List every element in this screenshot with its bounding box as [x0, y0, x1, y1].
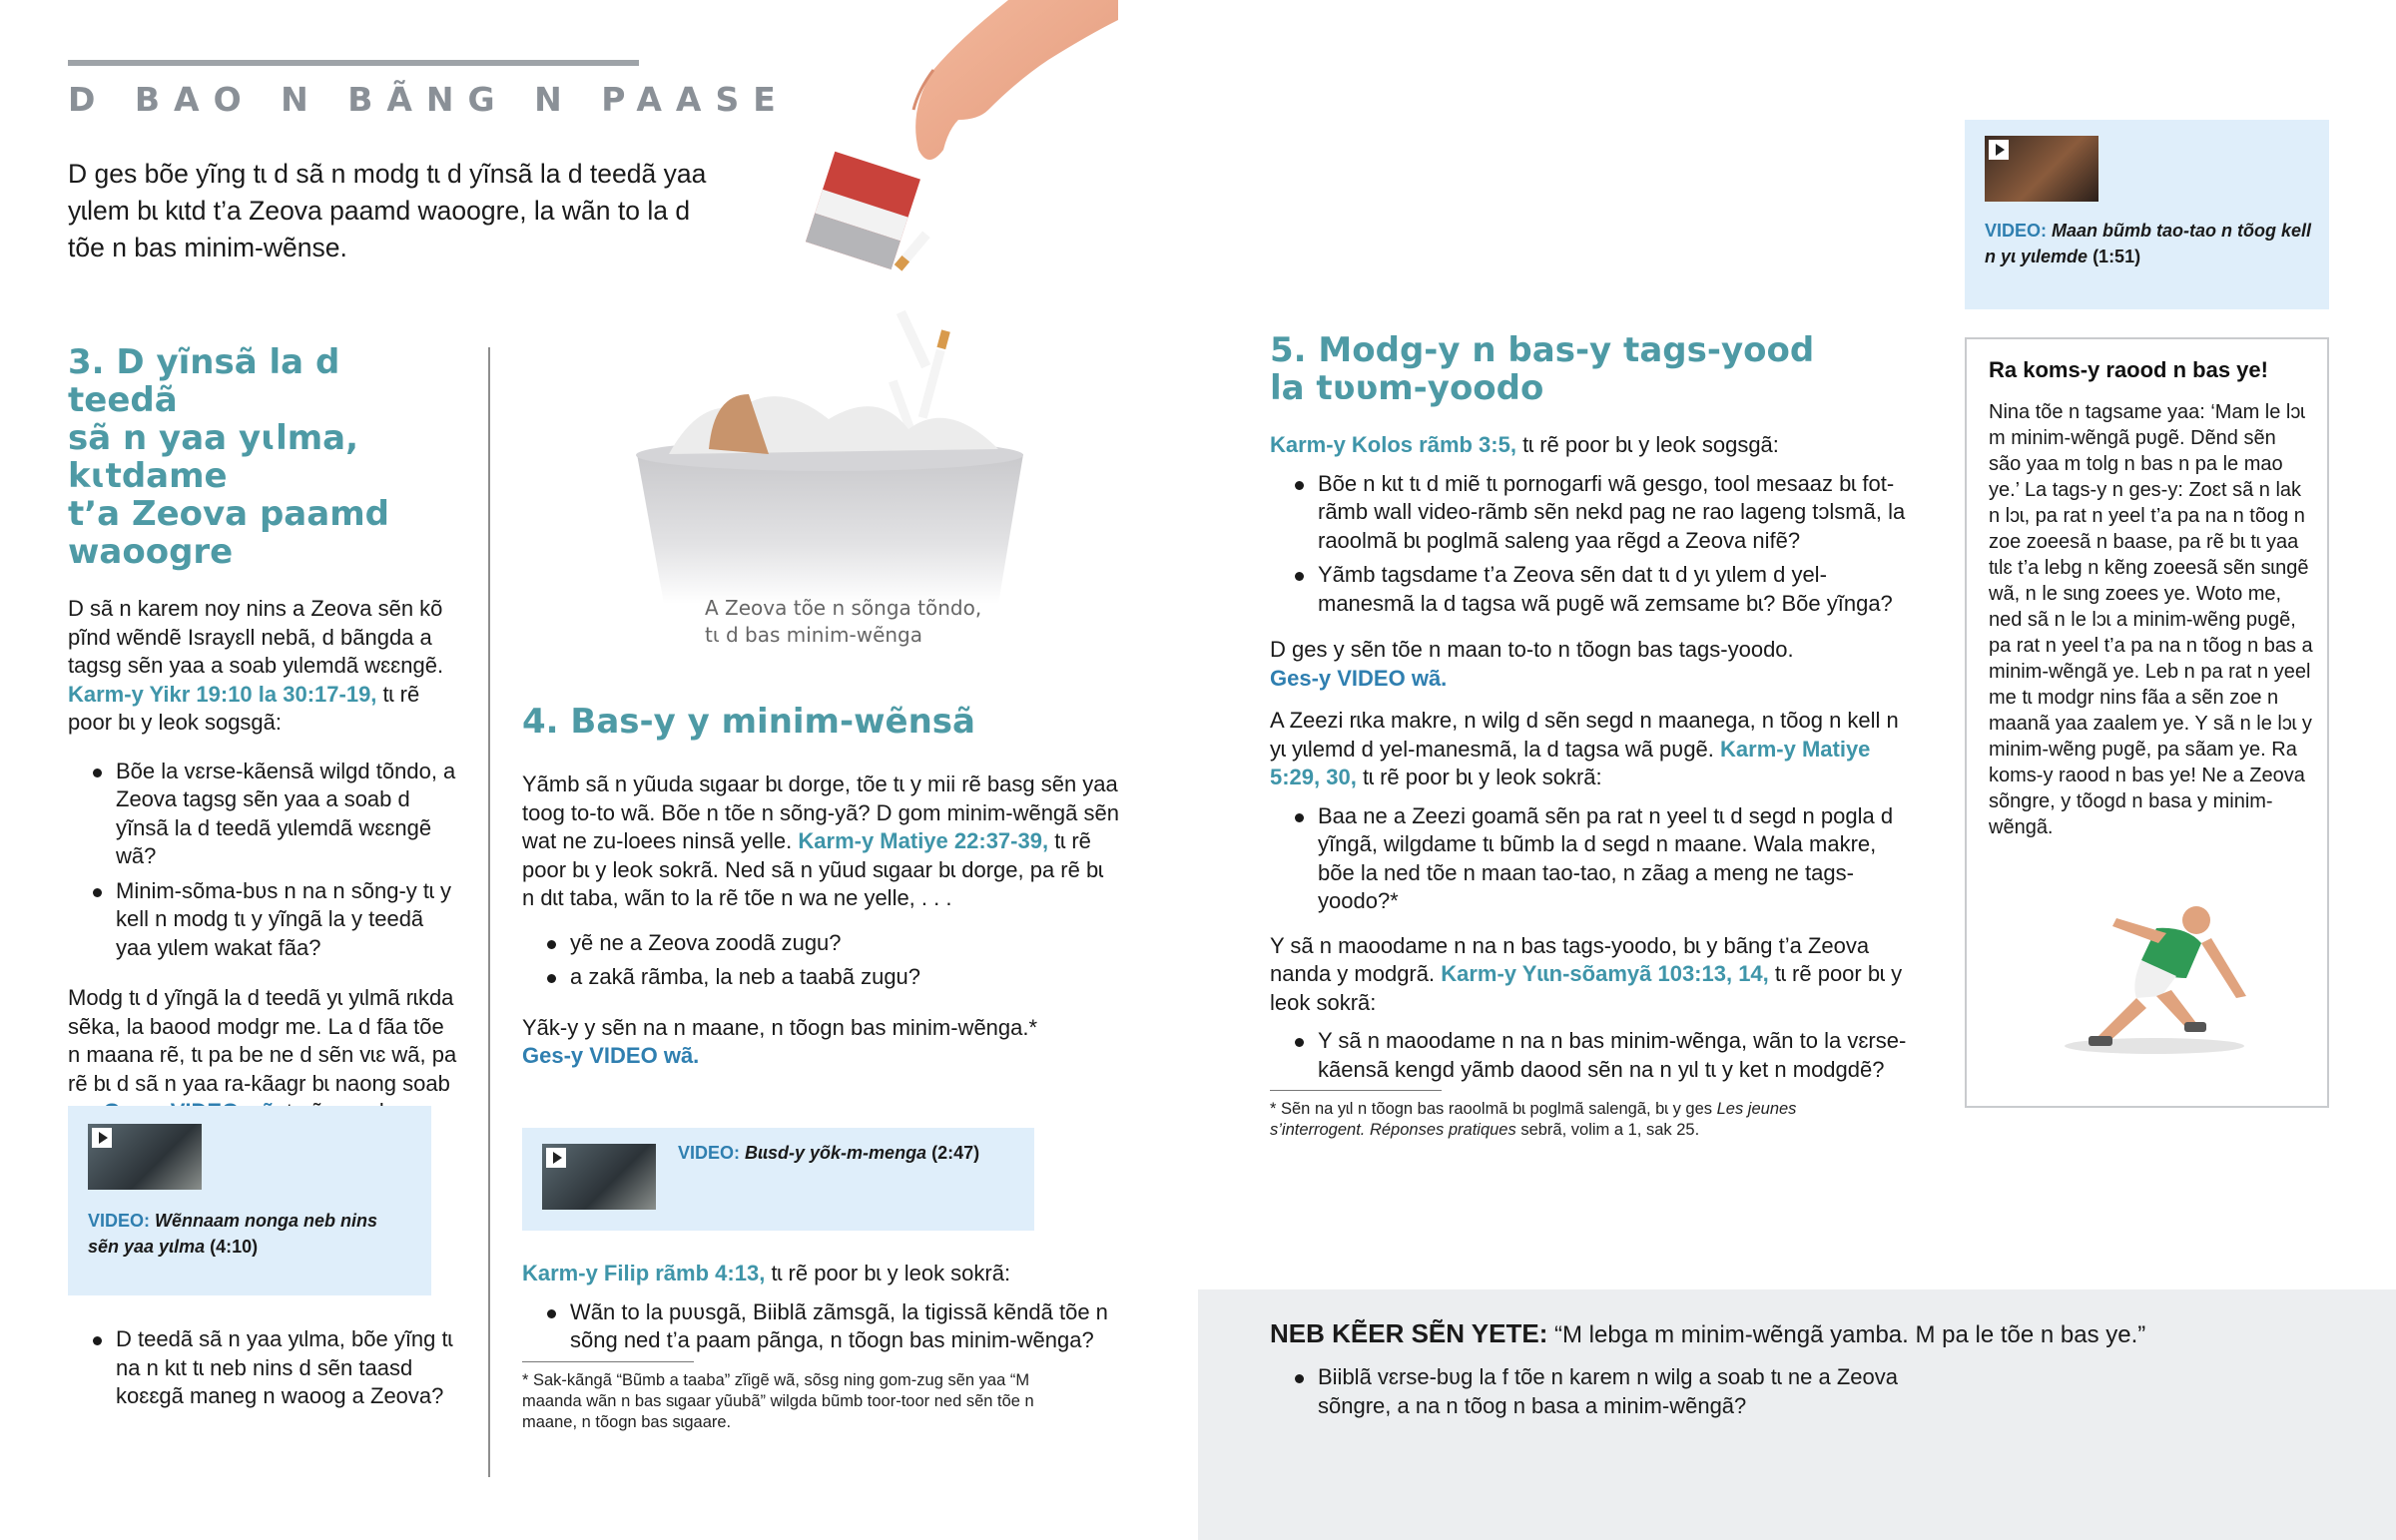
bottom-panel-heading: NEB KẼER SẼN YETE: “M lebga m minim-wẽngã yamba. M pa le tõe n bas ye.”	[1270, 1318, 2146, 1348]
section-5-questions-3	[1270, 1027, 1915, 1084]
list-item: a zakã rãmba, la neb a taabã zugu?	[522, 963, 1121, 992]
section-5-questions-2	[1270, 802, 1915, 916]
scripture-link[interactable]: Karm-y Matiye 22:37-39,	[798, 828, 1049, 853]
list-item: Bõe la vɛrse-kãensã wilgd tõndo, a Zeova tagsg sẽn yaa a soab d yĩnsã la d teedã yɩlemdã wɛɛngẽ wã?	[68, 758, 459, 871]
section-3-final-question	[68, 1325, 465, 1417]
section-5	[1270, 331, 1915, 1141]
sidebar-box	[1965, 337, 2329, 1108]
bottom-panel-question	[1270, 1363, 1969, 1426]
section-5-paragraph-3: A Zeezi rɩka makre, n wilg d sẽn segd n maanega, n tõog n kell n yɩ yɩlemd d yel-manesmã, la d tagsa wã pʋgẽ. Karm-y Matiye 5:29, 30, tɩ rẽ poor bɩ y leok sokrã:	[1270, 708, 1899, 789]
video-caption: VIDEO: Bɩɩsd-y yõk-m-menga (2:47)	[678, 1143, 980, 1163]
play-icon[interactable]	[92, 1128, 112, 1148]
hand-icon	[915, 0, 1118, 160]
section-5-paragraph-4: Y sã n maoodame n na n bas tags-yoodo, bɩ y bãng t’a Zeova nanda y modgrã. Karm-y Yɩɩn-sõamyã 103:13, 14, tɩ rẽ poor bɩ y leok sokrã:	[1270, 932, 1903, 1015]
cigarettes-icon	[889, 231, 950, 438]
scripture-link[interactable]: Karm-y Matiye 5:29, 30,	[1270, 736, 1871, 789]
video-caption: VIDEO: Wẽnnaam nonga neb nins sẽn yaa yɩlma (4:10)	[88, 1211, 378, 1257]
section-5-title: 5. Modg-y n bas-y tags-yood la tʋʋm-yoodo	[1270, 330, 1815, 408]
section-4-questions	[522, 929, 1121, 992]
bottom-panel	[1198, 1289, 2396, 1540]
section-5-paragraph-1: Karm-y Kolos rãmb 3:5, tɩ rẽ poor bɩ y leok sogsgã:	[1270, 432, 1779, 457]
section-3-paragraph-2: Modg tɩ d yĩngã la d teedã yɩ yɩlmã rɩkda sẽka, la baood modgr me. La d fãa tõe n maana rẽ, tɩ pa be ne d sẽn vɩɛ wã, pa rẽ bɩ d sã n yaa ra-kãagr bɩ naong soab	[68, 984, 459, 1155]
section-5-questions-1	[1270, 470, 1915, 619]
cigarette-pack-icon	[806, 152, 920, 269]
list-item: Biiblã vɛrse-bʋg la f tõe n karem n wilg a soab tɩ ne a Zeova sõngre, a na n tõog n basa a minim-wẽngã?	[1270, 1363, 1969, 1420]
section-4-paragraph-2: Yãk-y y sẽn na n maane, n tõogn bas minim-wẽnga.* Ges-y VIDEO wã.	[522, 1014, 1038, 1068]
video-caption: VIDEO: Maan bũmb tao-tao n tõog kell n yɩ yɩlemde (1:51)	[1985, 221, 2312, 266]
footnote: * Sak-kãngã “Bũmb a taaba” zĩigẽ wã, sõsg ning gom-zug sẽn yaa “M maanda wãn n bas sɩgaar yũubã” wilgda bũmb toor-toor ned sẽn tõe n maane, n tõogn bas sɩgaare.	[522, 1370, 1034, 1431]
footnote: * Sẽn na yɩl n tõogn bas raoolmã bɩ poglmã salengã, bɩ y ges Les jeunes s’interrogent. Réponses pratiques sebrã, volim a 1, sak 25.	[1270, 1100, 1797, 1139]
section-title: D BAO N BÃNG N PAASE	[68, 80, 790, 119]
list-item: Y sã n maoodame n na n bas minim-wẽnga, wãn to la vɛrse-kãensã kengd yãmb daood sẽn na n yɩl tɩ y ket n modgdẽ?	[1270, 1027, 1915, 1084]
intro-paragraph: D ges bõe yĩng tɩ d sã n modg tɩ d yĩnsã la d teedã yaa yɩlem bɩ kɩtd t’a Zeova paamd waoogre, la wãn to la d tõe n bas minim-wẽnse.	[68, 159, 707, 262]
footnote-rule	[1270, 1090, 1442, 1091]
play-icon[interactable]	[546, 1148, 566, 1168]
list-item: D teedã sã n yaa yɩlma, bõe yĩng tɩ na n kɩt tɩ neb nins d sẽn taasd koɛɛgã maneg n waoog a Zeova?	[68, 1325, 465, 1411]
section-3-paragraph-1: D sã n karem noy nins a Zeova sẽn kõ pĩnd wẽndẽ Israyɛll nebã, d bãngda a tagsg sẽn yaa a soab yɩlemdã wɛɛngẽ. Karm-y Yikr 19:10 la 30:17-19, tɩ rẽ poor bɩ y leok sogsgã:	[68, 596, 444, 735]
scripture-link[interactable]: Karm-y Filip rãmb 4:13,	[522, 1261, 766, 1285]
column-divider	[488, 347, 490, 1477]
section-4-paragraph-1: Yãmb sã n yũuda sɩgaar bɩ dorge, tõe tɩ y mii rẽ basg sẽn yaa toog to-to wã. Bõe n tõe n sõng-yã? D gom minim-wẽngã sẽn wat ne zu-loees ninsã yelle. Karm-y Matiye 22:37-39, tɩ rẽ poor bɩ y leok sokrã. Ned sã n yũud sɩgaar bɩ dorge, pa rẽ bɩ n dɩt taba, wãn to la rẽ tõe n wa ne yelle, . . .	[522, 771, 1119, 910]
section-4-questions-2	[522, 1298, 1121, 1355]
caption-line-1: A Zeova tõe n sõnga tõndo,	[705, 596, 982, 620]
video-link[interactable]: Ges-y VIDEO wã.	[522, 1043, 700, 1068]
scripture-link[interactable]: Karm-y Kolos rãmb 3:5,	[1270, 432, 1516, 457]
list-item: Minim-sõma-bʋs n na n sõng-y tɩ y kell n modg tɩ y yĩngã la y teedã yaa yɩlem wakat fãa?	[68, 877, 459, 963]
footnote-rule	[522, 1361, 694, 1362]
section-3-questions	[68, 758, 459, 963]
section-4	[522, 703, 1121, 1071]
sidebar-box-text: Nina tõe n tagsame yaa: ‘Mam le lɔɩ m minim-wẽngã pʋgẽ. Dẽnd sẽn são yaa m tolg n bas n pa le mao ye.’ La tags-y n ges-y: Zoɛt sã n lak n lɔɩ, pa rat n yeel t’a pa na n tõog n zoe zoeesã n baase, pa rẽ bɩ tɩ yaa tɩlɛ t’a lebg n kẽng zoeesã sẽn sɩngẽ wã, n le sɩng zoees ye. Woto me, ned sã n le lɔɩ a minim-wẽng pʋgẽ, pa rat n yeel t’a pa na n tõog n bas a minim-wẽngã ye. Leb n pa rat n yeel me tɩ modgr nins fãa a sẽn zoe n maanã yaa zaalem ye. Y sã n le lɔɩ y minim-wẽng pʋgẽ, pa sãam ye. Ra koms-y raood n bas ye! Ne a Zeova sõngre, y tõogd n basa y minim-wẽngã.	[1989, 401, 2313, 838]
section-3-title: 3. D yĩnsã la d teedã sã n yaa yɩlma, kɩtdame t’a Zeova paamd waoogre	[68, 342, 389, 572]
section-4-paragraph-3: Karm-y Filip rãmb 4:13, tɩ rẽ poor bɩ y leok sokrã:	[522, 1261, 1011, 1285]
section-4-title: 4. Bas-y y minim-wẽnsã	[522, 702, 975, 742]
play-icon[interactable]	[1989, 140, 2009, 160]
video-link[interactable]: Ges-y VIDEO wã.	[1270, 665, 1448, 691]
scripture-link[interactable]: Karm-y Yɩɩn-sõamyã 103:13, 14,	[1441, 961, 1769, 986]
list-item: yẽ ne a Zeova zoodã zugu?	[522, 929, 1121, 958]
video-card-section-4[interactable]	[522, 1128, 1034, 1231]
video-card-section-3[interactable]	[68, 1106, 431, 1295]
video-thumbnail[interactable]	[88, 1124, 202, 1190]
scripture-link[interactable]: Karm-y Yikr 19:10 la 30:17-19,	[68, 681, 377, 707]
trash-bin-illustration	[579, 0, 1118, 619]
image-caption	[705, 595, 981, 649]
section-4-part-2	[522, 1260, 1121, 1433]
sidebar-box-title: Ra koms-y raood n bas ye!	[1989, 357, 2268, 382]
list-item: Yãmb tagsdame t’a Zeova sẽn dat tɩ d yɩ yɩlem d yel-manesmã la d tagsa wã pʋgẽ wã zemsame bɩ? Bõe yĩnga?	[1270, 561, 1915, 618]
section-3	[68, 343, 459, 1155]
runner-illustration	[2037, 898, 2266, 1058]
video-card-sidebar[interactable]	[1965, 120, 2329, 309]
caption-line-2: tɩ d bas minim-wẽnga	[705, 623, 923, 647]
video-thumbnail[interactable]	[542, 1144, 656, 1210]
video-thumbnail[interactable]	[1985, 136, 2098, 202]
list-item: Wãn to la pʋʋsgã, Biiblã zãmsgã, la tigissã kẽndã tõe n sõng ned t’a paam pãnga, n tõogn bas minim-wẽnga?	[522, 1298, 1121, 1355]
header-rule	[68, 60, 639, 66]
section-5-paragraph-2: D ges y sẽn tõe n maan to-to n tõogn bas tags-yoodo. Ges-y VIDEO wã.	[1270, 637, 1794, 691]
list-item: Baa ne a Zeezi goamã sẽn pa rat n yeel tɩ d segd n pogla d yĩngã, wilgdame tɩ bũmb la d segd n maane. Wala makre, bõe la ned tõe n maan tao-tao, n zãag a meng ne tags-yoodo?*	[1270, 802, 1915, 916]
list-item: Bõe n kɩt tɩ d miẽ tɩ pornogarfi wã gesgo, tool mesaaz bɩ fot-rãmb wall video-rãmb sẽn nekd pag ne rao lageng tɔlsmã, la raoolmã bɩ poglmã saleng yaa rẽgd a Zeova nifẽ?	[1270, 470, 1915, 556]
